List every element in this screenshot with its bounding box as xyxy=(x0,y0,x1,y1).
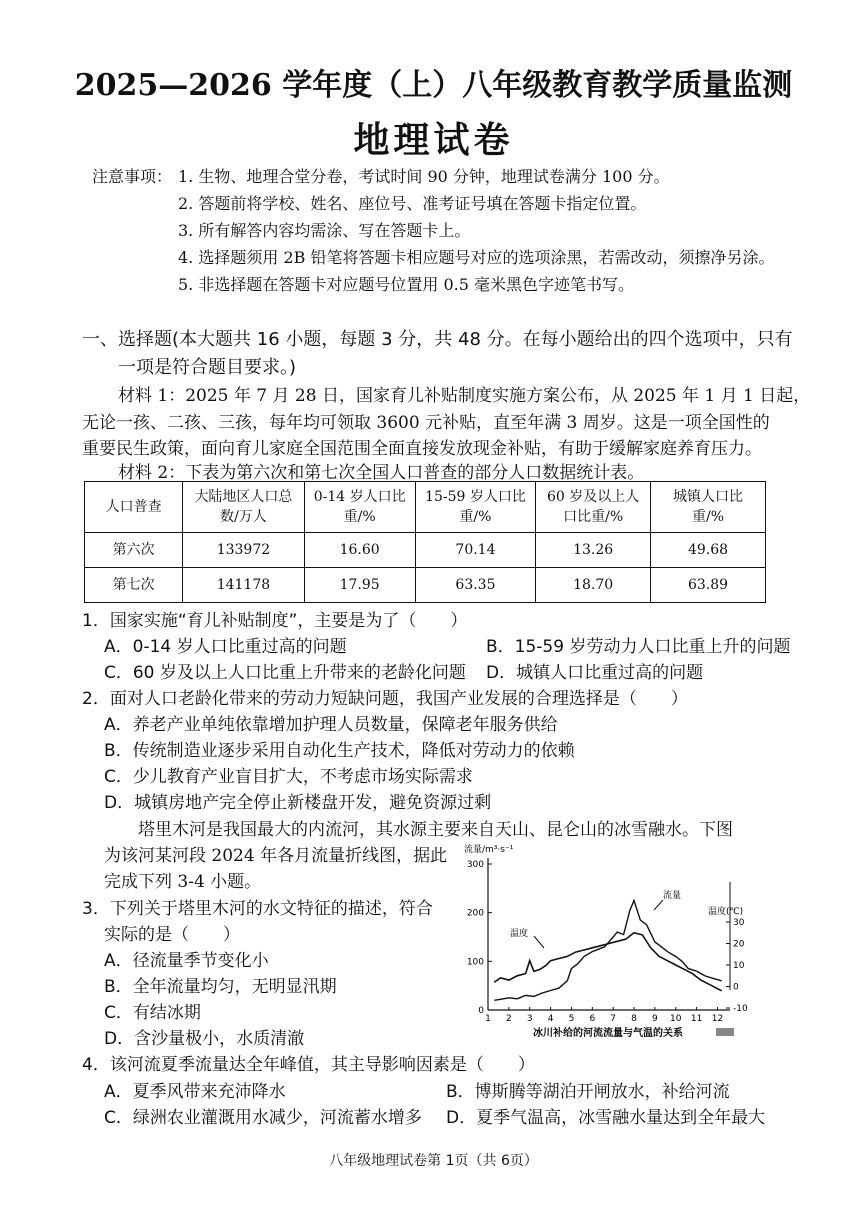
q3-stem-line2: 实际的是（ ） xyxy=(104,925,240,945)
notes-label: 注意事项： xyxy=(92,167,173,186)
q3-stem: 3．下列关于塔里木河的水文特征的描述，符合 xyxy=(82,899,433,919)
q2-option-d: D．城镇房地产完全停止新楼盘开发，避免资源过剩 xyxy=(104,793,492,813)
exam-title: 2025—2026 学年度（上）八年级教育教学质量监测 xyxy=(74,68,793,103)
q4-option-a: A．夏季风带来充沛降水 xyxy=(104,1082,286,1102)
table-cell: 第七次 xyxy=(85,568,183,603)
table-cell: 49.68 xyxy=(651,533,766,568)
q2-option-c: C．少儿教育产业盲目扩大，不考虑市场实际需求 xyxy=(104,767,473,787)
table-header-cell: 15-59 岁人口比 重/% xyxy=(415,482,536,533)
y-axis-right-label: 温度(℃) xyxy=(708,907,744,917)
population-table xyxy=(84,481,766,603)
x-tick-label: 4 xyxy=(547,1014,554,1024)
material3-line1: 塔里木河是我国最大的内流河，其水源主要来自天山、昆仑山的冰雪融水。下图 xyxy=(138,820,733,840)
table-cell: 63.35 xyxy=(415,568,536,603)
y-right-tick-label: 30 xyxy=(733,918,745,928)
y-left-tick-label: 0 xyxy=(478,1006,484,1016)
x-tick-label: 1 xyxy=(485,1014,491,1024)
temperature-series-line xyxy=(494,933,721,991)
chart-title: 冰川补给的河流流量与气温的关系 xyxy=(533,1028,683,1039)
page-footer: 八年级地理试卷第 1页（共 6页） xyxy=(329,1153,538,1169)
y-right-tick-label: -10 xyxy=(733,1004,748,1014)
x-tick-label: 10 xyxy=(670,1014,682,1024)
temperature-annotation: 温度 xyxy=(510,929,529,939)
y-right-tick-label: 10 xyxy=(733,961,745,971)
table-cell: 13.26 xyxy=(536,533,651,568)
material3-line3: 完成下列 3-4 小题。 xyxy=(104,872,262,892)
x-tick-label: 12 xyxy=(711,1014,724,1024)
q1-option-a: A．0-14 岁人口比重过高的问题 xyxy=(104,637,347,657)
chart-corner-mark xyxy=(716,1028,734,1036)
section-heading-line2: 一项是符合题目要求。) xyxy=(118,357,297,378)
q4-option-d: D．夏季气温高，冰雪融水量达到全年最大 xyxy=(446,1108,766,1128)
note-item-5: 5. 非选择题在答题卡对应题号位置用 0.5 毫米黑色字迹笔书写。 xyxy=(178,275,634,294)
flow-annotation-pointer xyxy=(654,900,663,910)
table-header-cell: 大陆地区人口总 数/万人 xyxy=(183,482,304,533)
exam-subtitle: 地理试卷 xyxy=(353,119,514,161)
table-cell: 141178 xyxy=(183,568,304,603)
x-tick-label: 5 xyxy=(568,1014,575,1024)
table-cell: 63.89 xyxy=(651,568,766,603)
note-item-2: 2. 答题前将学校、姓名、座位号、准考证号填在答题卡指定位置。 xyxy=(178,194,647,213)
q1-option-c: C．60 岁及以上人口比重上升带来的老龄化问题 xyxy=(104,663,466,683)
q3-option-a: A．径流量季节变化小 xyxy=(104,951,269,971)
temperature-annotation-pointer xyxy=(534,936,544,948)
material1-line2: 无论一孩、二孩、三孩，每年均可领取 3600 元补贴，直至年满 3 周岁。这是一项全国性的 xyxy=(82,413,770,433)
table-cell: 16.60 xyxy=(304,533,415,568)
note-item-4: 4. 选择题须用 2B 铅笔将答题卡相应题号对应的选项涂黑，若需改动，须擦净另涂。 xyxy=(178,248,775,267)
table-cell: 133972 xyxy=(183,533,304,568)
table-header-cell: 人口普查 xyxy=(85,482,183,533)
material1-line1: 材料 1：2025 年 7 月 28 日，国家育儿补贴制度实施方案公布，从 2025 年 1 月 1 日起， xyxy=(118,386,811,406)
table-cell: 18.70 xyxy=(536,568,651,603)
note-item-3: 3. 所有解答内容均需涂、写在答题卡上。 xyxy=(178,221,471,240)
y-right-tick-label: 20 xyxy=(733,939,745,950)
q1-option-d: D．城镇人口比重过高的问题 xyxy=(486,663,704,683)
flow-series-line xyxy=(494,901,721,1001)
material3-line2: 为该河某河段 2024 年各月流量折线图，据此 xyxy=(104,846,448,866)
y-left-tick-label: 200 xyxy=(466,908,484,919)
material1-line3: 重要民生政策，面向育儿家庭全国范围全面直接发放现金补贴，有助于缓解家庭养育压力。 xyxy=(82,439,762,459)
table-header-cell: 0-14 岁人口比 重/% xyxy=(304,482,415,533)
x-tick-label: 6 xyxy=(589,1014,596,1024)
section-heading: 一、选择题(本大题共 16 小题，每题 3 分，共 48 分。在每小题给出的四个选项中，只有 xyxy=(82,329,793,350)
q2-option-a: A．养老产业单纯依靠增加护理人员数量，保障老年服务供给 xyxy=(104,715,558,735)
q1-stem: 1．国家实施“育儿补贴制度”，主要是为了（ ） xyxy=(82,611,468,631)
y-right-tick-label: 0 xyxy=(733,982,739,993)
q3-option-b: B．全年流量均匀，无明显汛期 xyxy=(104,977,337,997)
x-tick-label: 3 xyxy=(526,1014,533,1024)
table-cell: 第六次 xyxy=(85,533,183,568)
table-row xyxy=(85,568,766,603)
q2-stem: 2．面对人口老龄化带来的劳动力短缺问题，我国产业发展的合理选择是（ ） xyxy=(82,689,688,709)
material2-line1: 材料 2：下表为第六次和第七次全国人口普查的部分人口数据统计表。 xyxy=(118,463,645,483)
y-left-tick-label: 100 xyxy=(466,957,484,968)
table-cell: 17.95 xyxy=(304,568,415,603)
x-tick-label: 8 xyxy=(631,1014,637,1024)
q3-option-c: C．有结冰期 xyxy=(104,1003,201,1023)
table-header-cell: 60 岁及以上人 口比重/% xyxy=(536,482,651,533)
q4-option-b: B．博斯腾等湖泊开闸放水，补给河流 xyxy=(446,1082,730,1102)
q1-option-b: B．15-59 岁劳动力人口比重上升的问题 xyxy=(486,637,791,657)
table-header-row xyxy=(85,482,766,533)
table-cell: 70.14 xyxy=(415,533,536,568)
note-item-1: 1. 生物、地理合堂分卷，考试时间 90 分钟，地理试卷满分 100 分。 xyxy=(178,167,670,186)
q4-option-c: C．绿洲农业灌溉用水减少，河流蓄水增多 xyxy=(104,1108,422,1128)
x-tick-label: 2 xyxy=(505,1014,512,1024)
q2-option-b: B．传统制造业逐步采用自动化生产技术，降低对劳动力的依赖 xyxy=(104,741,575,761)
table-header-cell: 城镇人口比 重/% xyxy=(651,482,766,533)
table-row xyxy=(85,533,766,568)
y-left-tick-label: 300 xyxy=(466,860,484,870)
flow-temperature-chart xyxy=(458,842,758,1042)
x-tick-label: 7 xyxy=(610,1014,617,1024)
q4-stem: 4．该河流夏季流量达全年峰值，其主导影响因素是（ ） xyxy=(82,1055,535,1075)
y-axis-left-label: 流量/m³·s⁻¹ xyxy=(464,845,514,855)
flow-annotation: 流量 xyxy=(663,891,682,901)
x-tick-label: 11 xyxy=(690,1014,703,1024)
q3-option-d: D．含沙量极小，水质清澈 xyxy=(104,1029,305,1049)
x-tick-label: 9 xyxy=(652,1014,658,1024)
